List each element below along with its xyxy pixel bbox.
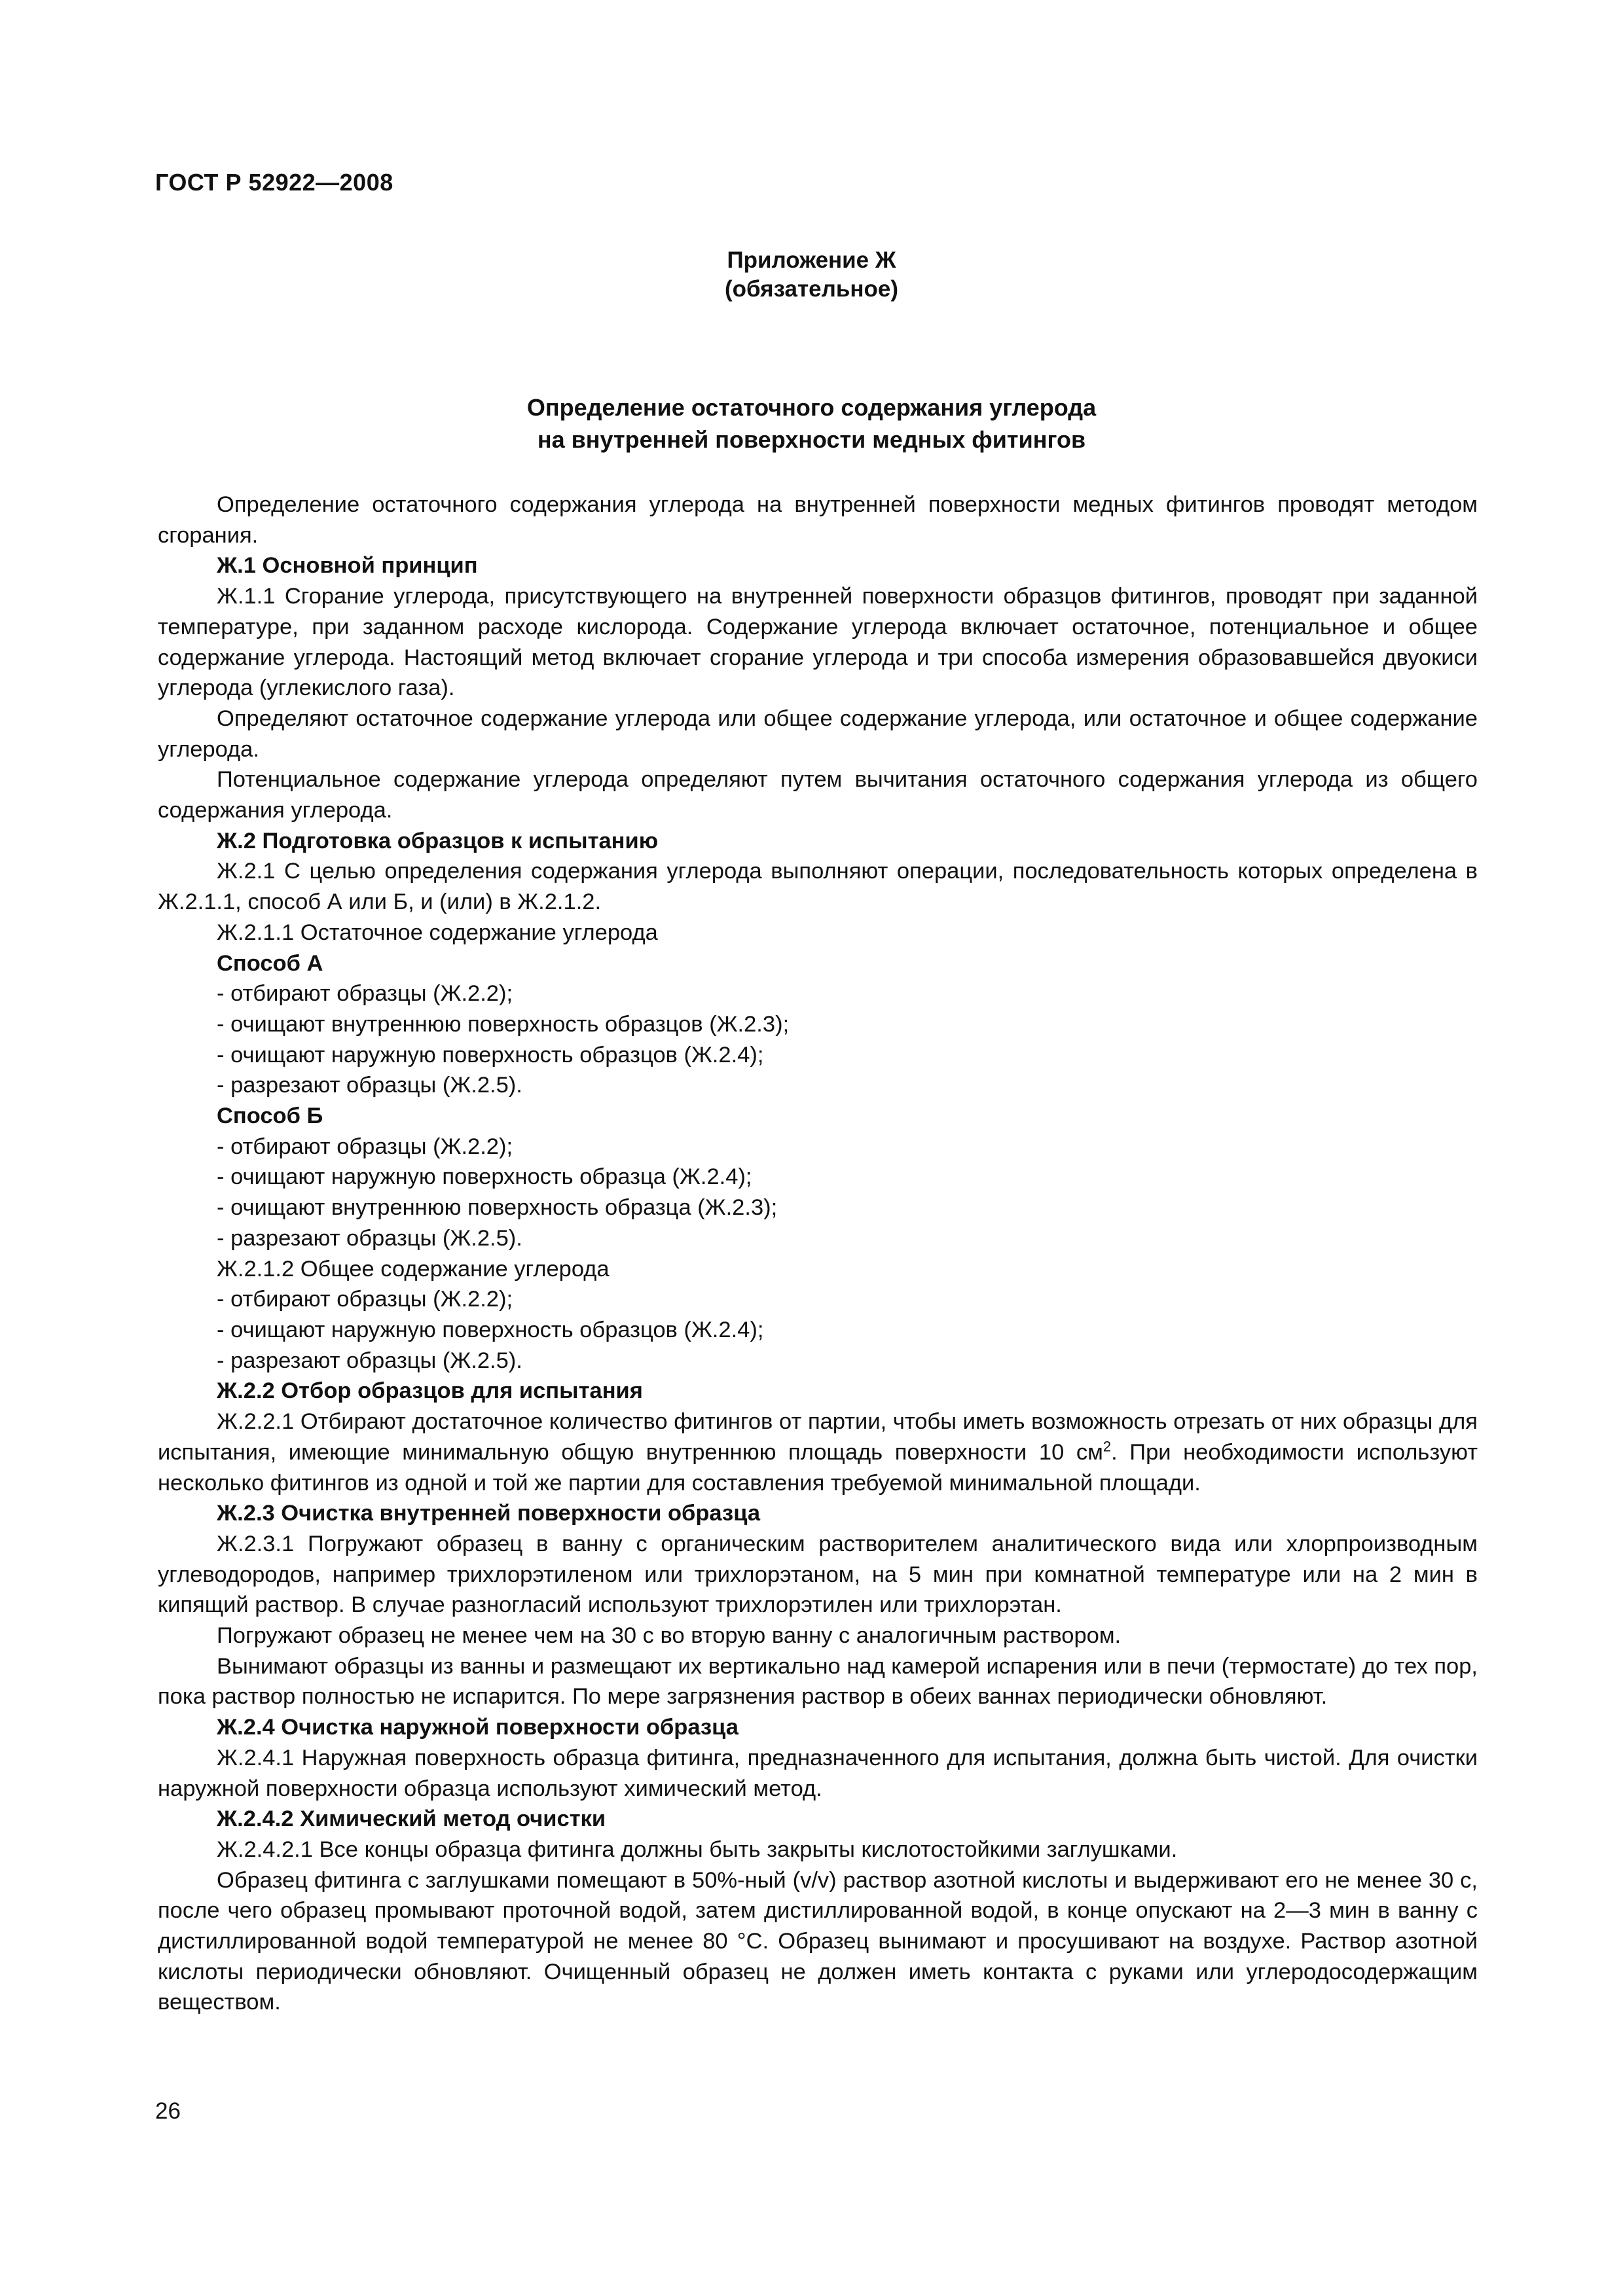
superscript: 2 (1103, 1438, 1112, 1455)
paragraph (158, 1865, 1478, 2018)
section-heading (158, 1804, 1478, 1835)
paragraph-text: Ж.2 Подготовка образцов к испытанию (217, 828, 659, 853)
paragraph (158, 1315, 1478, 1346)
paragraph (158, 764, 1478, 825)
annex-label: Приложение Ж (727, 247, 896, 273)
paragraph (158, 1193, 1478, 1223)
section-heading (158, 1712, 1478, 1743)
paragraph-text: Ж.1 Основной принцип (217, 553, 478, 579)
section-heading (158, 948, 1478, 979)
paragraph (158, 1743, 1478, 1804)
annex-title-line: на внутренней поверхности медных фитингов (537, 426, 1086, 453)
paragraph-text: Вынимают образцы из ванны и размещают их вертикально над камерой испарения или в печи (термостате) до тех пор, пока раствор полностью не испарится. По мере загрязнения раствор в обеих ваннах периодически обновляют. (158, 1653, 1478, 1710)
paragraph-text: - отбирают образцы (Ж.2.2); (217, 981, 513, 1007)
paragraph-text: Определение остаточного содержания углерода на внутренней поверхности медных фитингов проводят методом сгорания. (158, 492, 1478, 548)
paragraph-text: Погружают образец не менее чем на 30 с во вторую ванну с аналогичным раствором. (217, 1623, 1122, 1649)
paragraph-text: Ж.2.4.2.1 Все концы образца фитинга должны быть закрыты кислотостойкими заглушками. (217, 1837, 1178, 1862)
annex-title (0, 391, 1623, 456)
paragraph (158, 1070, 1478, 1101)
annex-title-line: Определение остаточного содержания углерода (526, 394, 1097, 421)
paragraph (158, 978, 1478, 1009)
paragraph-text: Способ Б (217, 1103, 323, 1129)
paragraph-text: Потенциальное содержание углерода определяют путем вычитания остаточного содержания углерода из общего содержания углерода. (158, 767, 1478, 823)
paragraph-text: Ж.2.3.1 Погружают образец в ванну с органическим растворителем аналитического вида или хлорпроизводным углеводородов, например трихлорэтиленом или трихлорэтаном, на 5 мин при комнатной температуре или на 2 мин в кипящий раствор. В случае разногласий используют трихлорэтилен или трихлорэтан. (158, 1531, 1478, 1618)
paragraph-text: - очищают внутреннюю поверхность образцов (Ж.2.3); (217, 1011, 790, 1037)
paragraph-text: Способ А (217, 950, 323, 976)
paragraph (158, 581, 1478, 704)
paragraph (158, 1529, 1478, 1621)
paragraph-text: Образец фитинга с заглушками помещают в 50%-ный (v/v) раствор азотной кислоты и выдерживают его не менее 30 с, после чего образец промывают проточной водой, затем дистиллированной водой, в конце опускают на 2—3 мин в ванну с дистиллированной водой температурой не менее 80 °С. Образец вынимают и просушивают на воздухе. Раствор азотной кислоты периодически обновляют. Очищенный образец не должен иметь контакта с руками или углеродосодержащим веществом. (158, 1867, 1478, 2015)
paragraph-text: Ж.2.4 Очистка наружной поверхности образца (217, 1715, 739, 1740)
paragraph (158, 1835, 1478, 1865)
document-header: ГОСТ Р 52922—2008 (155, 169, 393, 196)
paragraph-text: Ж.2.1.1 Остаточное содержание углерода (217, 920, 658, 945)
paragraph-text: Ж.2.4.2 Химический метод очистки (217, 1806, 606, 1832)
paragraph (158, 490, 1478, 550)
document-body (158, 490, 1478, 2018)
paragraph (158, 704, 1478, 764)
paragraph-text: Ж.2.4.1 Наружная поверхность образца фитинга, предназначенного для испытания, должна быть чистой. Для очистки наружной поверхности образца используют химический метод. (158, 1745, 1478, 1801)
paragraph (158, 1621, 1478, 1651)
annex-status: (обязательное) (724, 276, 898, 302)
paragraph (158, 1009, 1478, 1040)
paragraph (158, 1651, 1478, 1712)
paragraph-text: Ж.2.1.2 Общее содержание углерода (217, 1256, 610, 1282)
paragraph-text: Ж.1.1 Сгорание углерода, присутствующего на внутренней поверхности образцов фитингов, проводят при заданной температуре, при заданном расходе кислорода. Содержание углерода включает остаточное, потенциальное и общее содержание углерода. Настоящий метод включает сгорание углерода и три способа измерения образовавшейся двуокиси углерода (углекислого газа). (158, 584, 1478, 701)
paragraph (158, 1223, 1478, 1254)
paragraph-text: Ж.2.1 С целью определения содержания углерода выполняют операции, последовательность которых определена в Ж.2.1.1, способ А или Б, и (или) в Ж.2.1.2. (158, 859, 1478, 915)
paragraph (158, 1132, 1478, 1162)
paragraph-text: . При необходимости используют несколько фитингов из одной и той же партии для составления требуемой минимальной площади. (158, 1439, 1478, 1496)
annex-heading (0, 246, 1623, 304)
paragraph (158, 1162, 1478, 1193)
paragraph (158, 918, 1478, 948)
paragraph-text: - очищают внутреннюю поверхность образца (Ж.2.3); (217, 1195, 778, 1221)
paragraph-text: - отбирают образцы (Ж.2.2); (217, 1287, 513, 1312)
paragraph-text: - разрезают образцы (Ж.2.5). (217, 1073, 522, 1098)
paragraph-text: Ж.2.2 Отбор образцов для испытания (217, 1378, 643, 1404)
paragraph-text: Определяют остаточное содержание углерода или общее содержание углерода, или остаточное и общее содержание углерода. (158, 706, 1478, 762)
paragraph-text: - отбирают образцы (Ж.2.2); (217, 1134, 513, 1159)
section-heading (158, 1498, 1478, 1529)
paragraph (158, 1284, 1478, 1315)
paragraph-text: Ж.2.3 Очистка внутренней поверхности образца (217, 1501, 761, 1526)
paragraph-text: Ж.2.2.1 Отбирают достаточное количество фитингов от партии, чтобы иметь возможность отрезать от них образцы для испытания, имеющие минимальную общую внутреннюю площадь поверхности 10 см (158, 1409, 1478, 1465)
paragraph-text: - очищают наружную поверхность образца (Ж.2.4); (217, 1164, 752, 1190)
paragraph (158, 1254, 1478, 1285)
paragraph-text: - разрезают образцы (Ж.2.5). (217, 1225, 522, 1251)
paragraph-text: - очищают наружную поверхность образцов (Ж.2.4); (217, 1042, 764, 1067)
paragraph (158, 1407, 1478, 1498)
paragraph (158, 1040, 1478, 1071)
paragraph (158, 1346, 1478, 1376)
paragraph (158, 856, 1478, 917)
section-heading (158, 1376, 1478, 1407)
section-heading (158, 550, 1478, 581)
section-heading (158, 826, 1478, 857)
page-number: 26 (155, 2098, 181, 2124)
section-heading (158, 1101, 1478, 1132)
paragraph-text: - разрезают образцы (Ж.2.5). (217, 1348, 522, 1373)
paragraph-text: - очищают наружную поверхность образцов (Ж.2.4); (217, 1317, 764, 1342)
